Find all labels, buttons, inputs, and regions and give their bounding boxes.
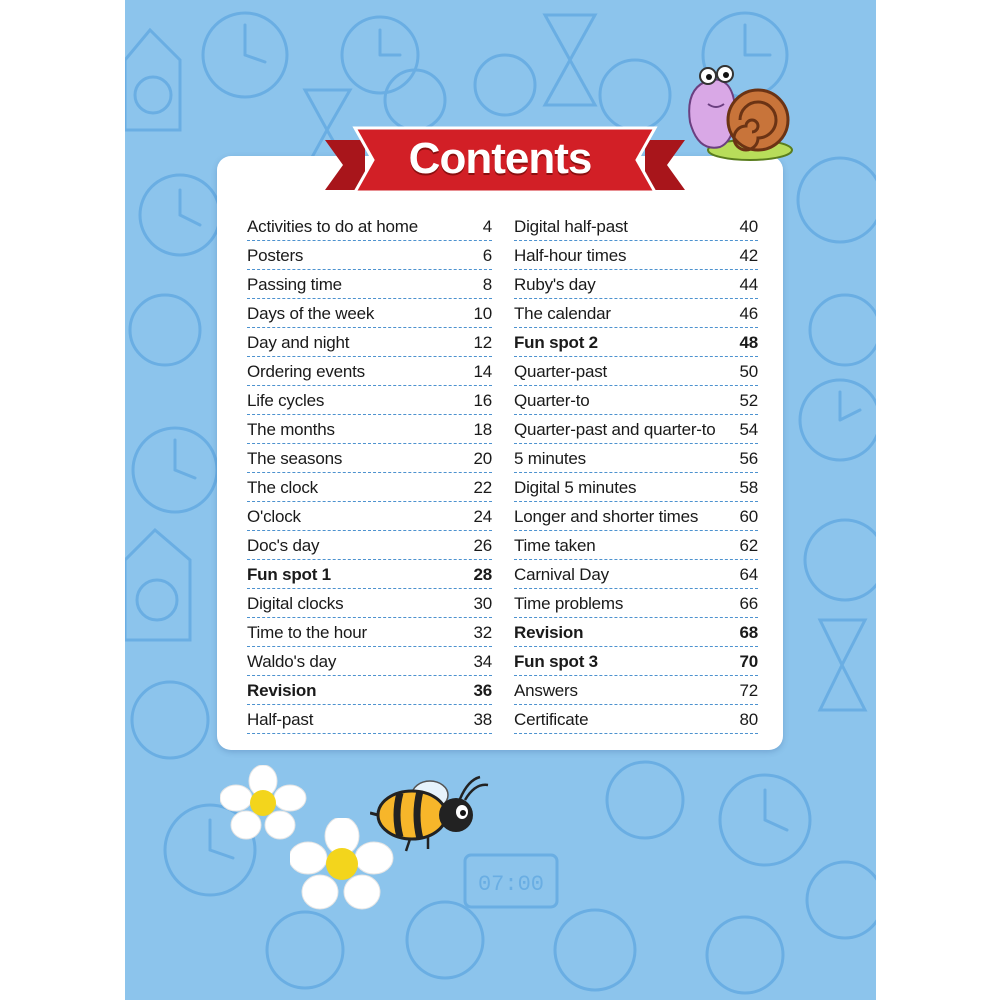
entry-label: Longer and shorter times: [514, 507, 699, 526]
entry-label: Quarter-to: [514, 391, 590, 410]
contents-entry: [247, 357, 492, 386]
entry-label: Ruby's day: [514, 275, 596, 294]
contents-entry: [247, 705, 492, 734]
bee-icon: [370, 775, 495, 855]
contents-entry: [514, 618, 758, 647]
contents-entry: [247, 415, 492, 444]
entry-page-number: 22: [473, 478, 492, 497]
entry-label: Digital clocks: [247, 594, 344, 613]
entry-label: Life cycles: [247, 391, 325, 410]
contents-entry: [247, 676, 492, 705]
clock-icon: [407, 902, 483, 978]
entry-label: The calendar: [514, 304, 611, 323]
contents-entry: [514, 212, 758, 241]
entry-page-number: 14: [473, 362, 492, 381]
entry-label: The months: [247, 420, 335, 439]
contents-entry: [247, 473, 492, 502]
alarm-clock-icon: [555, 910, 635, 990]
entry-page-number: 18: [473, 420, 492, 439]
cuckoo-clock-icon: [125, 530, 190, 640]
contents-entry: [247, 241, 492, 270]
entry-page-number: 54: [739, 420, 758, 439]
entry-label: Quarter-past: [514, 362, 608, 381]
entry-label: Activities to do at home: [247, 217, 418, 236]
clock-icon: [475, 55, 535, 115]
entry-page-number: 10: [473, 304, 492, 323]
entry-page-number: 40: [739, 217, 758, 236]
contents-entry: [514, 502, 758, 531]
entry-label: Half-past: [247, 710, 314, 729]
entry-label: Time to the hour: [247, 623, 367, 642]
entry-label: Doc's day: [247, 536, 320, 555]
entry-page-number: 36: [473, 681, 492, 700]
page-title: Contents: [408, 134, 592, 183]
entry-label: Time problems: [514, 594, 624, 613]
contents-entry: [514, 531, 758, 560]
clock-icon: [342, 17, 418, 93]
entry-label: Fun spot 1: [247, 565, 331, 584]
contents-entry: [247, 328, 492, 357]
hourglass-icon: [820, 620, 865, 710]
entry-label: Days of the week: [247, 304, 375, 323]
contents-entry: [514, 386, 758, 415]
entry-page-number: 50: [739, 362, 758, 381]
entry-page-number: 62: [739, 536, 758, 555]
contents-entry: [247, 647, 492, 676]
entry-label: Revision: [247, 681, 317, 700]
entry-page-number: 58: [739, 478, 758, 497]
contents-entry: [247, 502, 492, 531]
entry-label: Time taken: [514, 536, 596, 555]
entry-label: Fun spot 3: [514, 652, 598, 671]
entry-label: Fun spot 2: [514, 333, 598, 352]
clock-icon: [720, 775, 810, 865]
contents-entry: [247, 560, 492, 589]
clock-icon: [805, 520, 876, 600]
entry-label: Passing time: [247, 275, 342, 294]
book-page: [125, 0, 876, 1000]
contents-entry: [247, 212, 492, 241]
cuckoo-clock-icon: [125, 30, 180, 130]
entry-page-number: 16: [473, 391, 492, 410]
clock-icon: [707, 917, 783, 993]
entry-label: Answers: [514, 681, 578, 700]
contents-entry: [247, 589, 492, 618]
hourglass-icon: [545, 15, 595, 105]
contents-entry: [514, 444, 758, 473]
entry-page-number: 12: [473, 333, 492, 352]
entry-page-number: 66: [739, 594, 758, 613]
contents-entry: [514, 676, 758, 705]
entry-page-number: 24: [473, 507, 492, 526]
contents-entry: [514, 328, 758, 357]
contents-column-right: [514, 212, 758, 734]
contents-entry: [514, 560, 758, 589]
entry-label: The clock: [247, 478, 318, 497]
entry-label: Revision: [514, 623, 584, 642]
contents-entry: [247, 618, 492, 647]
background-digital-clock-text: 07:00: [477, 872, 545, 897]
entry-page-number: 60: [739, 507, 758, 526]
alarm-clock-icon: [798, 158, 876, 242]
entry-page-number: 32: [473, 623, 492, 642]
clock-icon: [132, 682, 208, 758]
entry-label: Waldo's day: [247, 652, 337, 671]
entry-page-number: 38: [473, 710, 492, 729]
alarm-clock-icon: [140, 175, 220, 255]
clock-icon: [203, 13, 287, 97]
contents-entry: [514, 647, 758, 676]
entry-label: 5 minutes: [514, 449, 586, 468]
contents-entry: [514, 299, 758, 328]
contents-entry: [247, 531, 492, 560]
entry-page-number: 30: [473, 594, 492, 613]
entry-page-number: 28: [473, 565, 492, 584]
contents-entry: [514, 705, 758, 734]
entry-page-number: 56: [739, 449, 758, 468]
clock-icon: [807, 862, 876, 938]
entry-label: Digital 5 minutes: [514, 478, 637, 497]
contents-entry: [247, 386, 492, 415]
entry-page-number: 46: [739, 304, 758, 323]
contents-entry: [247, 444, 492, 473]
entry-page-number: 52: [739, 391, 758, 410]
contents-entry: [514, 357, 758, 386]
clock-icon: [810, 295, 876, 365]
entry-label: Certificate: [514, 710, 589, 729]
entry-label: Half-hour times: [514, 246, 627, 265]
alarm-clock-icon: [607, 762, 683, 838]
entry-page-number: 80: [739, 710, 758, 729]
clock-icon: [130, 295, 200, 365]
entry-page-number: 34: [473, 652, 492, 671]
entry-page-number: 68: [739, 623, 758, 642]
clock-icon: [267, 912, 343, 988]
entry-page-number: 44: [739, 275, 758, 294]
contents-column-left: [247, 212, 492, 734]
entry-label: O'clock: [247, 507, 301, 526]
contents-entry: [514, 589, 758, 618]
snail-icon: [680, 62, 800, 167]
entry-page-number: 6: [482, 246, 492, 265]
entry-page-number: 4: [482, 217, 492, 236]
entry-page-number: 48: [739, 333, 758, 352]
entry-page-number: 8: [482, 275, 492, 294]
entry-label: Ordering events: [247, 362, 365, 381]
entry-page-number: 72: [739, 681, 758, 700]
contents-entry: [514, 241, 758, 270]
contents-entry: [247, 270, 492, 299]
contents-entry: [514, 473, 758, 502]
entry-label: Posters: [247, 246, 304, 265]
entry-label: The seasons: [247, 449, 343, 468]
contents-entry: [247, 299, 492, 328]
contents-entry: [514, 415, 758, 444]
alarm-clock-icon: [800, 380, 876, 460]
entry-label: Digital half-past: [514, 217, 628, 236]
entry-page-number: 20: [473, 449, 492, 468]
clock-icon: [133, 428, 217, 512]
contents-card: [217, 156, 783, 750]
contents-entry: [514, 270, 758, 299]
entry-page-number: 64: [739, 565, 758, 584]
entry-label: Carnival Day: [514, 565, 609, 584]
entry-label: Day and night: [247, 333, 350, 352]
entry-page-number: 26: [473, 536, 492, 555]
entry-page-number: 70: [739, 652, 758, 671]
entry-page-number: 42: [739, 246, 758, 265]
entry-label: Quarter-past and quarter-to: [514, 420, 716, 439]
